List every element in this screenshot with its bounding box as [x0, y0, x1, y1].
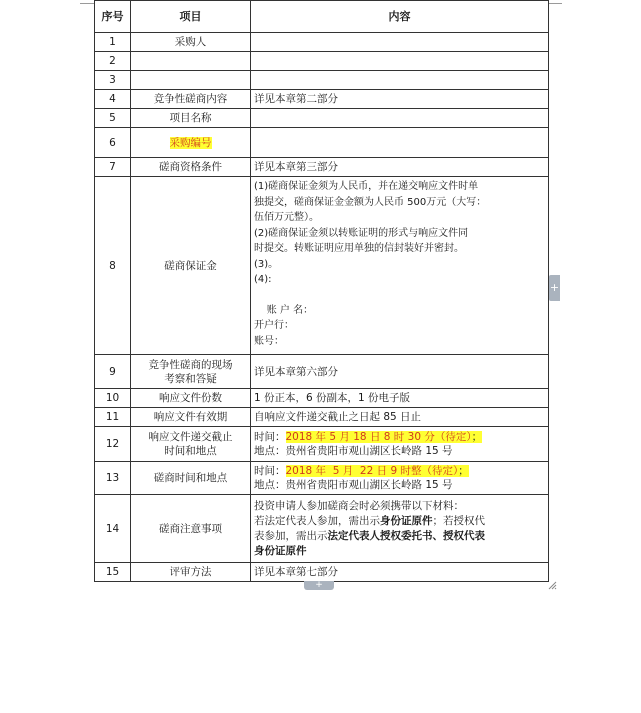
table-row: [95, 52, 549, 71]
row-item: 采购人: [131, 33, 251, 52]
table-row: [95, 495, 549, 563]
row-number: 13: [95, 462, 131, 495]
content-line: 独提交，磋商保证金金额为人民币 500万元（大写：: [254, 196, 487, 208]
side-expand-tab[interactable]: [549, 275, 560, 301]
row-content: [251, 33, 549, 52]
time-value-highlight: 2018 年 5 月 18 日 8 时 30 分（待定）: [285, 431, 472, 443]
item-line: 竞争性磋商的现场: [148, 358, 233, 371]
notice-line: 身份证原件: [254, 544, 307, 557]
row-number: 2: [95, 52, 131, 71]
row-content: 详见本章第三部分: [251, 158, 549, 177]
header-item: 项目: [131, 1, 251, 33]
row-content: [251, 71, 549, 90]
notice-text: 表参加，需出示: [254, 529, 328, 542]
row-number: 6: [95, 128, 131, 158]
row-number: 1: [95, 33, 131, 52]
table-row: [95, 158, 549, 177]
row-item: 项目名称: [131, 109, 251, 128]
notice-line: 投资申请人参加磋商会时必须携带以下材料：: [254, 499, 464, 512]
row-item: 竞争性磋商内容: [131, 90, 251, 109]
row-content: [251, 52, 549, 71]
time-value-highlight: 2018 年 5 月 22 日 9 时整（待定）: [285, 465, 459, 477]
row-content: [251, 427, 549, 462]
row-item: 响应文件份数: [131, 389, 251, 408]
row-item: 磋商保证金: [131, 177, 251, 355]
row-content: 自响应文件递交截止之日起 85 日止: [251, 408, 549, 427]
row-content: 详见本章第七部分: [251, 563, 549, 582]
time-label: 时间：: [254, 431, 286, 443]
row-item: [131, 128, 251, 158]
time-tail: ；: [458, 465, 469, 477]
content-line: 开户行：: [254, 320, 294, 331]
row-item: 磋商时间和地点: [131, 462, 251, 495]
notice-bold-text: 身份证原件: [380, 514, 433, 527]
time-label: 时间：: [254, 465, 286, 477]
row-number: 5: [95, 109, 131, 128]
row-item: [131, 71, 251, 90]
table-row: [95, 408, 549, 427]
row-number: 7: [95, 158, 131, 177]
notice-line: [254, 529, 545, 544]
table-row: [95, 563, 549, 582]
row-item: 响应文件有效期: [131, 408, 251, 427]
row-number: 12: [95, 427, 131, 462]
row-content: 详见本章第六部分: [251, 355, 549, 389]
table-row: [95, 462, 549, 495]
row-number: 3: [95, 71, 131, 90]
table-row: [95, 355, 549, 389]
time-line: [254, 464, 545, 478]
content-line: 账号：: [254, 335, 284, 347]
row-content: [251, 177, 549, 355]
row-content: [251, 128, 549, 158]
row-item: [131, 52, 251, 71]
notice-line: [254, 514, 545, 529]
row-number: 10: [95, 389, 131, 408]
row-content: [251, 109, 549, 128]
row-number: 9: [95, 355, 131, 389]
table-row: [95, 128, 549, 158]
header-content: 内容: [251, 1, 549, 33]
row-number: 11: [95, 408, 131, 427]
time-tail: ；: [471, 431, 483, 443]
row-content: [251, 495, 549, 563]
row-item: [131, 355, 251, 389]
row-content: [251, 462, 549, 495]
table-row: [95, 109, 549, 128]
table-row: [95, 389, 549, 408]
time-line: [254, 430, 545, 444]
content-line: [254, 288, 545, 303]
row-item: [131, 427, 251, 462]
content-line: (4):: [254, 274, 272, 285]
row-item: 评审方法: [131, 563, 251, 582]
crop-mark-top-right: [548, 3, 562, 4]
notice-text: 若法定代表人参加，需出示: [254, 514, 380, 527]
row-number: 14: [95, 495, 131, 563]
item-line: 时间和地点: [164, 445, 217, 457]
content-line: 账 户 名：: [254, 304, 314, 316]
table-row: [95, 90, 549, 109]
content-line: 伍佰万元整）。: [254, 212, 319, 223]
row-number: 15: [95, 563, 131, 582]
highlighted-item-label: 采购编号: [169, 136, 212, 149]
bottom-expand-tab[interactable]: [304, 581, 334, 590]
item-line: 响应文件递交截止: [148, 431, 233, 443]
item-line: 考察和答疑: [164, 372, 217, 385]
row-content: 1 份正本，6 份副本，1 份电子版: [251, 389, 549, 408]
header-serial-number: 序号: [95, 1, 131, 33]
table-row: [95, 71, 549, 90]
table-row: [95, 427, 549, 462]
content-line: 时提交。转账证明应用单独的信封装好并密封。: [254, 243, 464, 254]
plus-icon: +: [549, 281, 560, 294]
bidding-info-table: [94, 0, 549, 582]
row-number: 4: [95, 90, 131, 109]
table-row: [95, 177, 549, 355]
table-row: [95, 33, 549, 52]
row-number: 8: [95, 177, 131, 355]
row-item: 磋商资格条件: [131, 158, 251, 177]
row-item: 磋商注意事项: [131, 495, 251, 563]
content-line: (2)磋商保证金须以转账证明的形式与响应文件同: [254, 227, 469, 239]
resize-handle-icon[interactable]: [548, 581, 557, 590]
content-line: (3)。: [254, 258, 279, 270]
notice-text: ；若授权代: [432, 514, 485, 527]
crop-mark-top-left: [80, 3, 94, 4]
row-content: 详见本章第二部分: [251, 90, 549, 109]
content-line: (1)磋商保证金须为人民币，并在递交响应文件时单: [254, 181, 479, 192]
notice-bold-text: 法定代表人授权委托书、授权代表: [327, 529, 485, 542]
plus-icon: +: [315, 580, 323, 590]
place-line: 地点：贵州省贵阳市观山湖区长岭路 15 号: [254, 479, 453, 491]
table-header-row: [95, 1, 549, 33]
place-line: 地点：贵州省贵阳市观山湖区长岭路 15 号: [254, 445, 453, 457]
